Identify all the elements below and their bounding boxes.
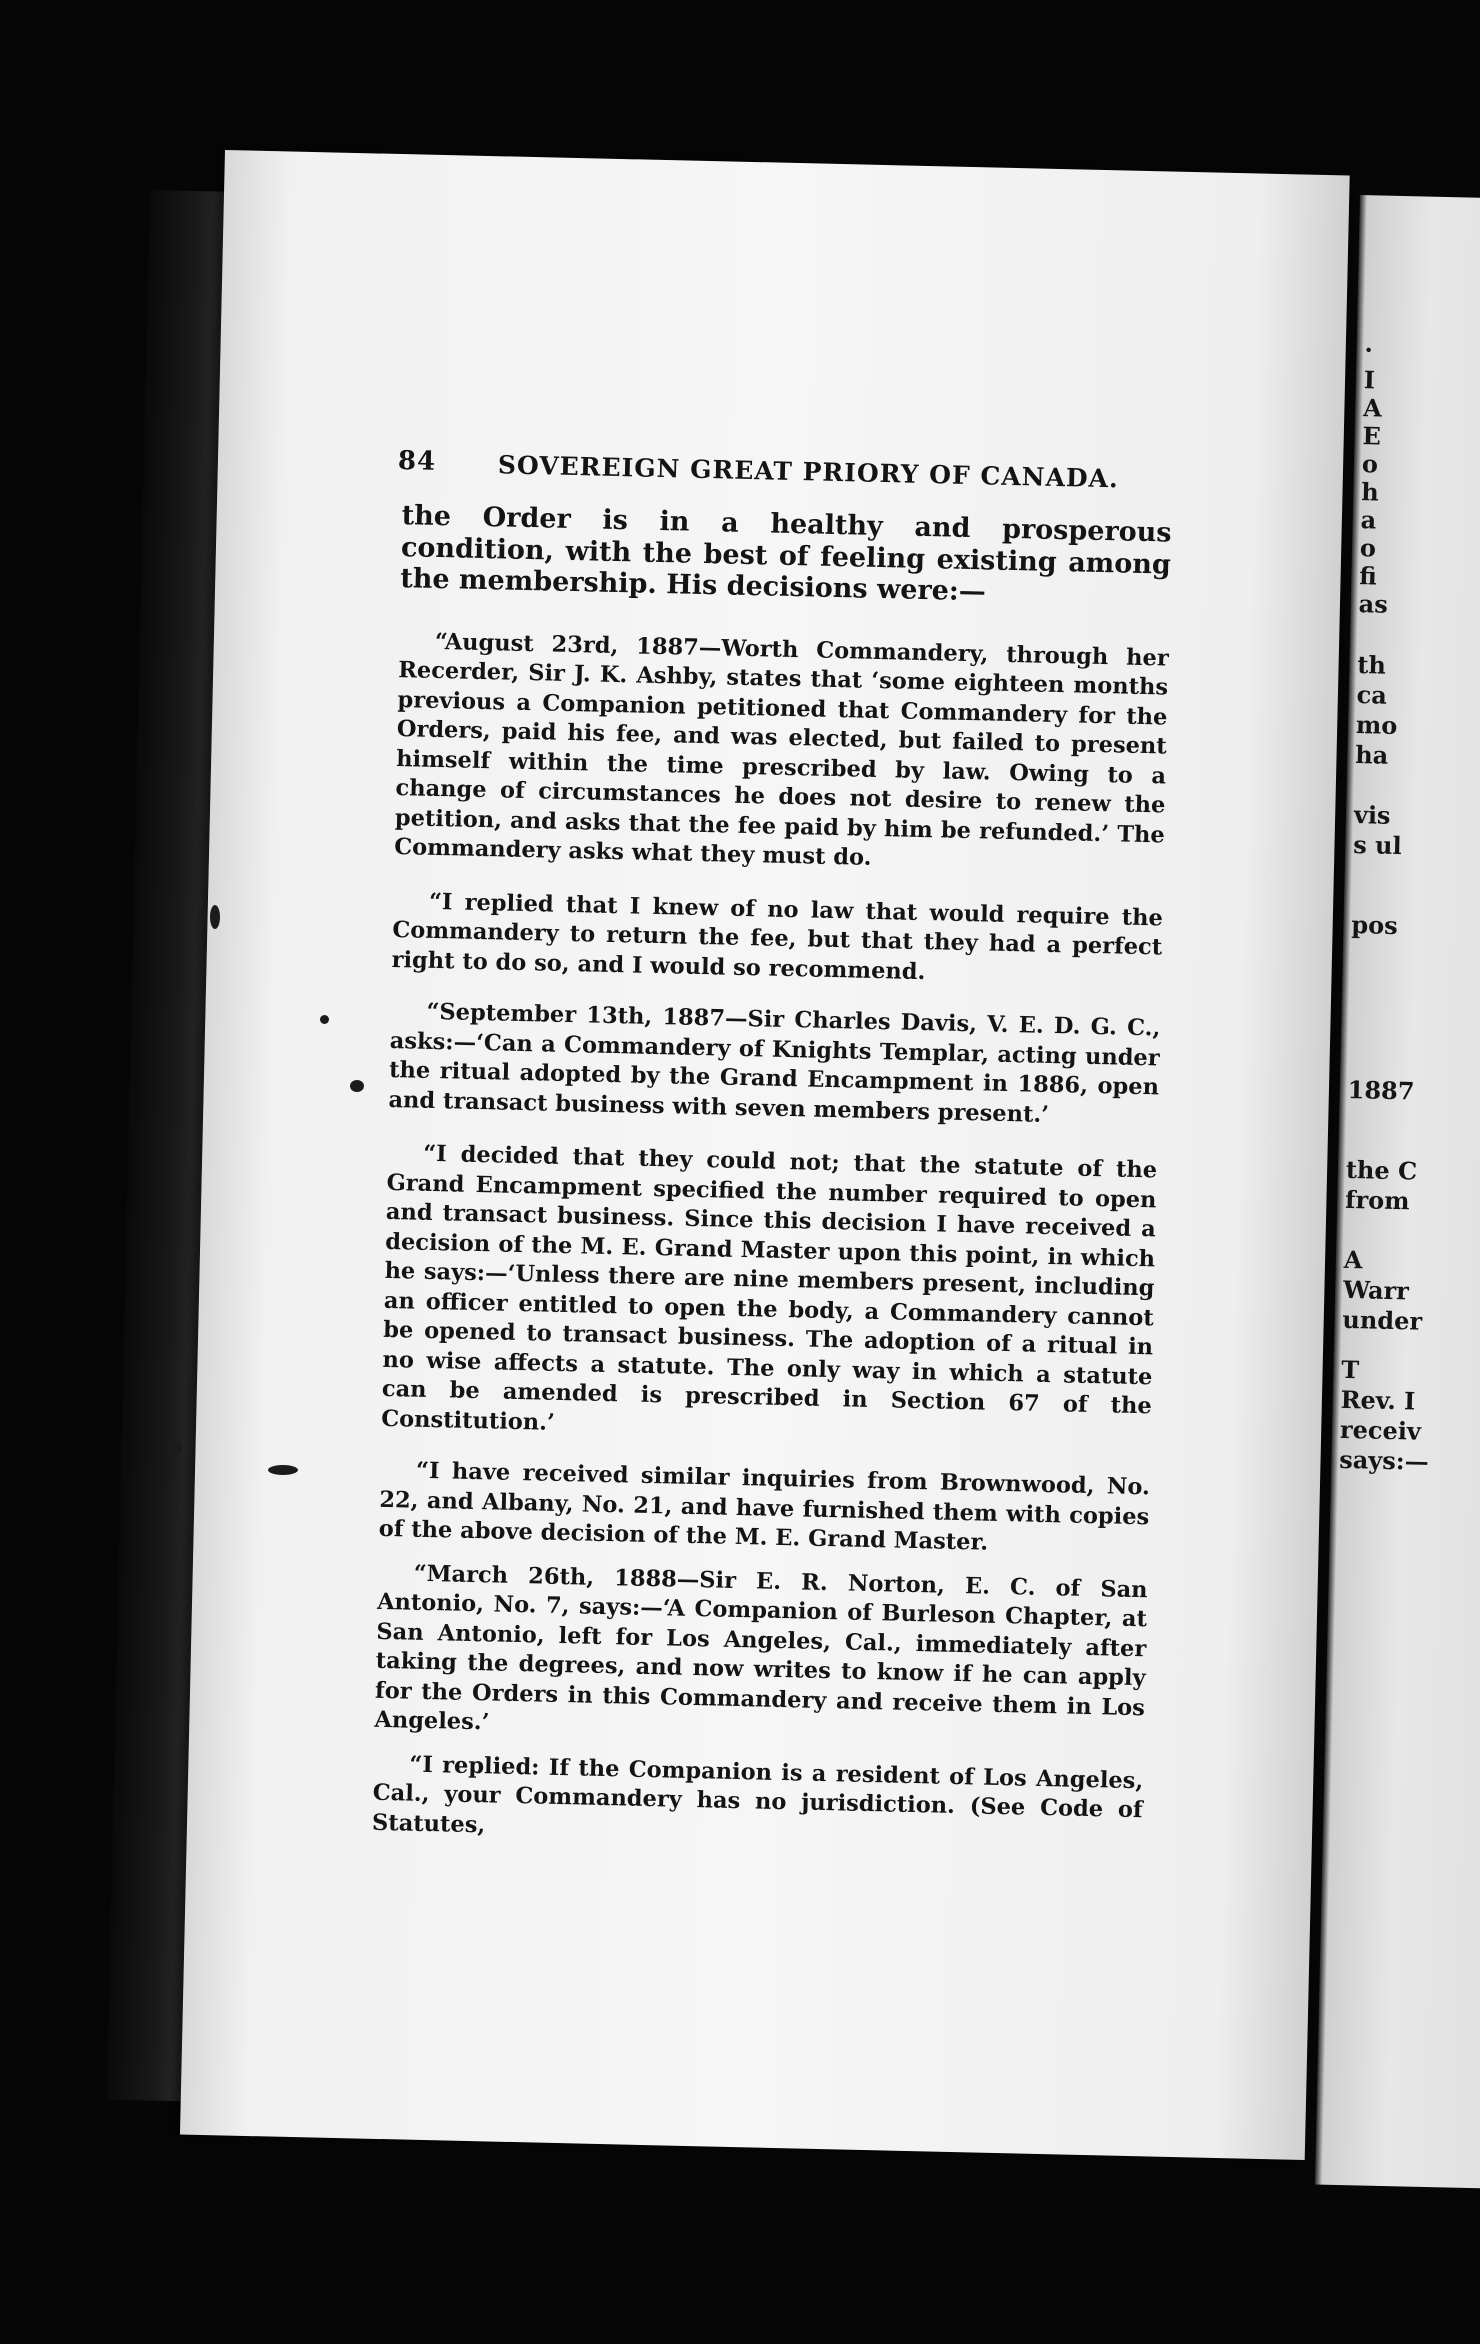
neighbor-fragment: E	[1362, 421, 1382, 451]
paragraph-reply-fee: “I replied that I knew of no law that would require the Commandery to return the fee, but that they had a perfect right to do so, and I would so recommend.	[391, 888, 1164, 985]
neighbor-fragment: the C	[1345, 1154, 1418, 1186]
paragraph-similar-inquiries: “I have received similar inquiries from Brownwood, No. 22, and Albany, No. 21, and have furnished them with copies of the above decision of the M. E. Grand Master.	[378, 1457, 1151, 1556]
neighbor-fragment: I	[1363, 365, 1376, 395]
neighbor-fragment: as	[1358, 589, 1389, 619]
neighbor-fragment: o	[1359, 533, 1377, 563]
neighbor-fragment: A	[1343, 1244, 1363, 1275]
paragraph-decision-quorum: “I decided that they could not; that the statute of the Grand Encampment specified the number required to open and transact business. Since this decision I have received a decision of the M. E. Grand Master upon this point, in which he says:—‘Unless there are nine members present, including an officer entitled to open the body, a Commandery cannot be opened to transact business. The adoption of a ritual in no wise affects a statute. The only way in which a statute can be amended is prescribed in Section 67 of the Constitution.’	[380, 1140, 1158, 1436]
neighbor-fragment: pos	[1351, 909, 1399, 941]
ink-blemish	[350, 1080, 364, 1092]
neighbor-fragment: ·	[1364, 335, 1374, 365]
paragraph-decision-september: “September 13th, 1887—Sir Charles Davis, V. E. D. G. C., asks:—‘Can a Commandery of Knights Templar, acting under the ritual adopted by the Grand Encampment in 1886, open and transact business with seven members present.’	[388, 998, 1161, 1128]
neighbor-fragment: vis	[1353, 800, 1391, 830]
running-head	[397, 446, 1173, 503]
ink-blemish	[320, 1015, 329, 1024]
neighbor-fragment: a	[1360, 505, 1377, 535]
ink-blemish	[168, 1440, 182, 1456]
neighbor-fragment: 1887	[1347, 1074, 1415, 1106]
paragraph-decision-august: “August 23rd, 1887—Worth Commandery, through her Recerder, Sir J. K. Ashby, states that ‘some eighteen months previous a Companion petitioned that Commandery for the Orders, paid his fee, and was elected, but failed to present himself within the time prescribed by law. Owing to a change of circumstances he does not desire to renew the petition, and asks that the fee paid by him be refunded.’ The Commandery asks what they must do.	[393, 628, 1170, 871]
book-page	[180, 150, 1350, 2160]
neighbor-fragment: T	[1341, 1354, 1360, 1385]
neighbor-fragment: h	[1360, 477, 1380, 507]
paragraph-intro: the Order is in a healthy and prosperous condition, with the best of feeling existing among the membership. His decisions were:—	[399, 500, 1172, 608]
neighbor-fragment: mo	[1355, 710, 1398, 740]
page-number: 84	[397, 446, 437, 477]
neighbor-fragment: th	[1357, 650, 1387, 680]
ink-blemish	[268, 1465, 298, 1475]
page-heading: SOVEREIGN GREAT PRIORY OF CANADA.	[497, 450, 1120, 494]
neighbor-fragment: s ul	[1352, 830, 1403, 861]
neighbor-fragment: receiv	[1339, 1414, 1422, 1446]
neighbor-fragment: fi	[1359, 561, 1378, 591]
ink-blemish	[210, 905, 220, 929]
neighbor-fragment: under	[1342, 1304, 1423, 1336]
paragraph-reply-jurisdiction: “I replied: If the Companion is a resident of Los Angeles, Cal., your Commandery has no jurisdiction. (See Code of Statutes,	[371, 1751, 1144, 1838]
neighbor-fragment: ca	[1356, 680, 1388, 710]
neighbor-fragment: o	[1361, 449, 1379, 479]
page-text-block	[372, 446, 1173, 1855]
neighbor-fragment: Warr	[1342, 1274, 1410, 1306]
neighbor-fragment: ha	[1354, 740, 1389, 770]
paragraph-decision-march: “March 26th, 1888—Sir E. R. Norton, E. C. of San Antonio, No. 7, says:—‘A Companion of Burleson Chapter, at San Antonio, left for Los Angeles, Cal., immediately after taking the degrees, and now writes to know if he can apply for the Orders in this Commandery and receive them in Los Angeles.’	[374, 1560, 1148, 1736]
neighbor-fragment: A	[1362, 393, 1383, 423]
neighbor-fragment: says:—	[1338, 1444, 1430, 1476]
neighbor-fragment: from	[1344, 1184, 1410, 1216]
neighbor-fragment: Rev. I	[1340, 1384, 1416, 1416]
